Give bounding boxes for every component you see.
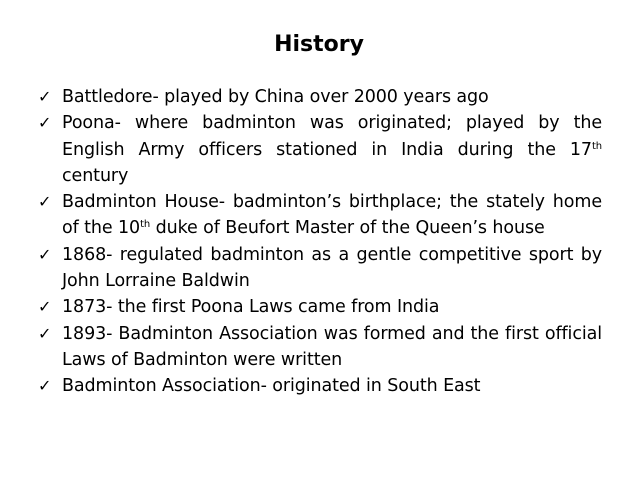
list-item	[36, 84, 602, 110]
bullet-text: Battledore- played by China over 2000 years ago	[62, 87, 489, 107]
bullet-text-before: Poona- where badminton was originated; played by the English Army officers stationed in India during the 17	[62, 113, 602, 160]
list-item	[36, 189, 602, 242]
bullet-text: Badminton Association- originated in South East	[62, 376, 481, 397]
list-item	[36, 321, 602, 374]
checkmark-icon: ✓	[38, 113, 52, 133]
bullet-text-before: Badminton House- badminton’s birthplace; the stately home of the 10	[62, 192, 602, 239]
bullet-text: 1893- Badminton Association was formed and the first official Laws of Badminton were written	[62, 323, 602, 370]
bullet-text: 1873- the first Poona Laws came from India	[62, 297, 440, 318]
checkmark-icon: ✓	[38, 323, 52, 343]
checkmark-icon: ✓	[38, 297, 52, 317]
bullet-text-after: duke of Beufort Master of the Queen’s house	[150, 218, 545, 239]
list-item	[36, 110, 602, 189]
slide-title: History	[274, 32, 364, 57]
superscript: th	[591, 140, 602, 152]
superscript: th	[140, 219, 151, 231]
list-item	[36, 373, 602, 399]
list-item	[36, 242, 602, 295]
list-item	[36, 294, 602, 320]
bullet-text: 1868- regulated badminton as a gentle competitive sport by John Lorraine Baldwin	[62, 244, 602, 292]
bullet-list	[36, 84, 602, 400]
checkmark-icon: ✓	[38, 244, 52, 264]
bullet-text-after: century	[62, 165, 129, 186]
checkmark-icon: ✓	[38, 87, 52, 106]
checkmark-icon: ✓	[38, 376, 52, 396]
checkmark-icon: ✓	[38, 192, 52, 212]
